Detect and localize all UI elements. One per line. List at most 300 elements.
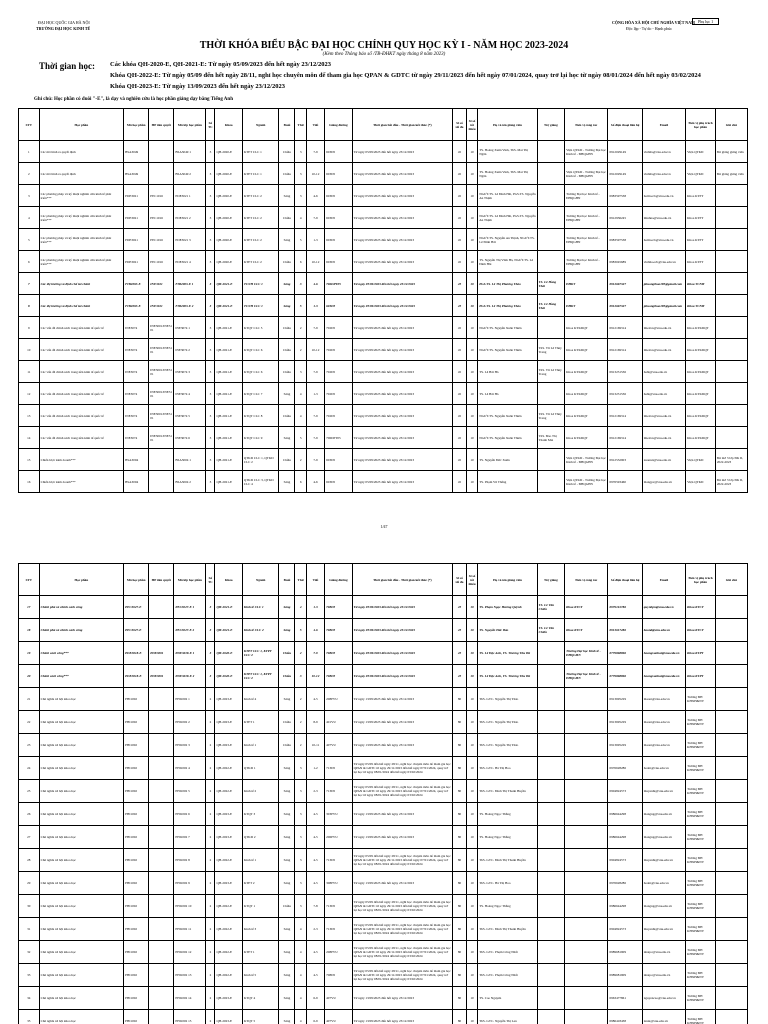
table-cell: 702D5 bbox=[325, 339, 352, 361]
table-cell: QTKD CLC 1, QTKD CLC 2 bbox=[242, 449, 279, 471]
table-row bbox=[19, 757, 748, 780]
table-cell: Kinh tế 2 bbox=[242, 780, 279, 803]
table-row bbox=[19, 849, 748, 872]
table-cell: Chiều bbox=[279, 207, 295, 229]
table-cell: ThS. Vũ Lê Thùy Trang bbox=[537, 339, 564, 361]
table-cell: 4-5 bbox=[306, 872, 324, 895]
table-cell: 80 bbox=[453, 872, 467, 895]
table-row bbox=[19, 964, 748, 987]
table-cell bbox=[149, 780, 174, 803]
table-cell: QH-2022-E bbox=[215, 780, 242, 803]
table-cell: Đủ mở 3 lớp ĐK II, 2022-2023 bbox=[715, 449, 747, 471]
table-cell: thienvx@vnu.edu.vn bbox=[642, 317, 685, 339]
table-cell bbox=[537, 688, 564, 711]
table-cell: QH-2022-E bbox=[215, 964, 242, 987]
table-cell: 10 bbox=[466, 734, 477, 757]
table-cell: Viện QTKD bbox=[686, 449, 716, 471]
table-cell: Chiều bbox=[279, 642, 295, 665]
table-cell: Chủ nghĩa xã hội khoa học bbox=[39, 1010, 124, 1024]
org-name-line1: ĐẠI HỌC QUỐC GIA HÀ NỘI bbox=[38, 20, 90, 25]
column-header: HP tiên quyết bbox=[149, 564, 174, 596]
table-cell: Kinh tế 5 bbox=[242, 964, 279, 987]
table-cell: Từ ngày 05/09/2023 đến hết ngày 23/12/2023 bbox=[352, 383, 453, 405]
table-cell: PHI1002 12 bbox=[174, 941, 206, 964]
table-cell: 3 bbox=[206, 619, 215, 642]
table-row bbox=[19, 596, 748, 619]
table-cell: PEC3027-E 1 bbox=[174, 596, 206, 619]
table-cell: 24 bbox=[19, 757, 40, 780]
column-header: STT bbox=[19, 109, 40, 141]
table-cell: PHI1002 bbox=[124, 757, 149, 780]
table-cell: 0912667327 bbox=[608, 273, 642, 295]
table-cell bbox=[565, 803, 608, 826]
table-cell: INE3074 4 bbox=[174, 383, 206, 405]
table-cell: 16 bbox=[19, 471, 40, 493]
column-header: Giảng đường bbox=[325, 109, 352, 141]
table-cell: 10 bbox=[466, 141, 477, 163]
table-cell: 713D5 bbox=[325, 895, 352, 918]
table-cell: 603D5 bbox=[325, 207, 352, 229]
page-title: THỜI KHÓA BIỂU BẬC ĐẠI HỌC CHÍNH QUY HỌC KỲ I - NĂM HỌC 2023-2024 bbox=[199, 40, 569, 51]
table-cell: 80 bbox=[453, 941, 467, 964]
table-cell: 0912029149 bbox=[608, 141, 642, 163]
column-header: Họ và tên giảng viên bbox=[478, 109, 537, 141]
table-cell: TCNH CLC 1 bbox=[242, 273, 279, 295]
table-cell: 3 bbox=[295, 361, 306, 383]
table-cell: Chiều bbox=[279, 711, 295, 734]
table-cell: Chủ nghĩa xã hội khoa học bbox=[39, 780, 124, 803]
table-cell: thangpv@vnu.edu.vn bbox=[642, 471, 685, 493]
table-cell: INE3074 bbox=[124, 427, 149, 449]
table-cell bbox=[537, 642, 564, 665]
table-cell bbox=[149, 941, 174, 964]
column-header: Tiết bbox=[306, 109, 324, 141]
table-cell: 3 bbox=[206, 229, 215, 251]
column-header: Mã lớp học phần bbox=[174, 564, 206, 596]
table-cell: 407VU bbox=[325, 987, 352, 1010]
table-cell bbox=[715, 1010, 747, 1024]
column-header: Sĩ số tối thiểu bbox=[466, 564, 477, 596]
table-cell: 4 bbox=[295, 1010, 306, 1024]
table-row bbox=[19, 317, 748, 339]
table-cell: 0913695229 bbox=[608, 734, 642, 757]
table-cell bbox=[715, 757, 747, 780]
table-cell: QH-2020-E bbox=[215, 207, 242, 229]
table-cell: Chủ nghĩa xã hội khoa học bbox=[39, 964, 124, 987]
table-cell: TS. Phạm Vũ Thắng bbox=[478, 471, 537, 493]
table-cell: QH-2022-E bbox=[215, 941, 242, 964]
table-cell bbox=[537, 941, 564, 964]
table-cell bbox=[537, 849, 564, 872]
table-row bbox=[19, 665, 748, 688]
table-cell: 2 bbox=[206, 757, 215, 780]
table-cell: hahl@vnu.edu.vn bbox=[642, 361, 685, 383]
table-cell: Chính phủ và chính sách công bbox=[39, 596, 124, 619]
table-cell bbox=[537, 449, 564, 471]
table-cell: 4 bbox=[295, 941, 306, 964]
table-cell: ThS. GVC. Hà Thị Hoa bbox=[478, 872, 537, 895]
table-cell: 4-5 bbox=[306, 688, 324, 711]
table-cell: 3 bbox=[206, 251, 215, 273]
table-cell: thuyenht@vnu.edu.vn bbox=[642, 918, 685, 941]
table-cell: ThS. GVC. Đinh Thị Thanh Huyền bbox=[478, 780, 537, 803]
table-cell: 4-5 bbox=[306, 941, 324, 964]
table-cell: PHI1002 bbox=[124, 1010, 149, 1024]
table-cell: Trường Đại học Kinh tế - ĐHQGHN bbox=[565, 642, 608, 665]
table-cell: thaont@vnu.edu.vn bbox=[642, 688, 685, 711]
table-cell bbox=[565, 987, 608, 1010]
table-cell: PHI1002 bbox=[124, 895, 149, 918]
page-separator bbox=[0, 533, 768, 561]
table-cell: Viện QTKD - Trường Đại học Kinh tế - ĐHQGHN bbox=[565, 163, 608, 185]
column-header: HP tiên quyết bbox=[149, 109, 174, 141]
table-cell: 10-12 bbox=[306, 339, 324, 361]
table-cell: Viện QTKD bbox=[686, 141, 716, 163]
table-cell: PHI1002 bbox=[124, 803, 149, 826]
table-cell: 10 bbox=[466, 757, 477, 780]
table-cell: 80 bbox=[453, 918, 467, 941]
column-header: Email bbox=[642, 109, 685, 141]
table-cell bbox=[537, 251, 564, 273]
table-cell: vinhhx@vnu.edu.vn bbox=[642, 141, 685, 163]
table-cell: Sáng bbox=[279, 427, 295, 449]
table-cell: Từ ngày 05/09/2023 đến hết ngày 23/12/2023 bbox=[352, 317, 453, 339]
column-header: Mã lớp học phần bbox=[174, 109, 206, 141]
table-cell: TS. Hoàng Ngọc Thắng bbox=[478, 826, 537, 849]
table-cell bbox=[715, 780, 747, 803]
table-cell: vinhhx@vnu.edu.vn bbox=[642, 163, 685, 185]
table-row bbox=[19, 141, 748, 163]
table-row bbox=[19, 872, 748, 895]
table-cell: TS. Nguyễn Đức Xuân bbox=[478, 449, 537, 471]
table-cell: Khoa KTKDQT bbox=[686, 361, 716, 383]
table-cell: 0976628286 bbox=[608, 757, 642, 780]
column-header: Giảng đường bbox=[325, 564, 352, 596]
table-cell: 8-9 bbox=[306, 711, 324, 734]
table-cell: 35 bbox=[19, 1010, 40, 1024]
table-cell: 2 bbox=[295, 642, 306, 665]
table-cell: vinhha.ecb@vnu.edu.vn bbox=[642, 251, 685, 273]
nation-motto-line1: CỘNG HÒA XÃ HỘI CHỦ NGHĨA VIỆT NAM bbox=[612, 20, 695, 25]
table-cell: 45 bbox=[453, 665, 467, 688]
table-cell: 303PVU bbox=[325, 803, 352, 826]
table-cell: Từ ngày 05/09/2023 đến hết ngày 23/12/2023 bbox=[352, 163, 453, 185]
table-cell: Viện QTKD - Trường Đại học Kinh tế - ĐHQGHN bbox=[565, 141, 608, 163]
table-cell: 3 bbox=[295, 826, 306, 849]
table-cell: 0986644298 bbox=[608, 895, 642, 918]
table-cell: Từ ngày 05/09/2023 đến hết ngày 23/12/2023 bbox=[352, 251, 453, 273]
table-cell: BSA3049 bbox=[124, 163, 149, 185]
table-cell: NGƯT.TS. Nguyễn Xuân Thiên bbox=[478, 405, 537, 427]
table-cell: 4 bbox=[295, 987, 306, 1010]
column-header: Thứ bbox=[295, 564, 306, 596]
table-cell: 80 bbox=[453, 964, 467, 987]
table-cell: 3 bbox=[206, 163, 215, 185]
table-cell: QH-2021-E bbox=[215, 295, 242, 317]
column-header: Trợ giảng bbox=[537, 564, 564, 596]
table-cell: Khoa KTCT bbox=[686, 596, 716, 619]
table-cell: 3 bbox=[295, 141, 306, 163]
table-cell: Từ ngày 13/09/2023 đến hết ngày 23/12/2023 bbox=[352, 872, 453, 895]
table-cell: INE3074 bbox=[124, 361, 149, 383]
table-cell: 0779868896 bbox=[608, 665, 642, 688]
column-header: STT bbox=[19, 564, 40, 596]
table-cell: ThS. GVC. Hà Thị Hoa bbox=[478, 757, 537, 780]
table-cell bbox=[537, 317, 564, 339]
table-cell: ThS. Vũ Lê Thùy Trang bbox=[537, 361, 564, 383]
column-header: Trợ giảng bbox=[537, 109, 564, 141]
table-cell: 10 bbox=[466, 251, 477, 273]
table-cell: Viện QTKD - Trường Đại học Kinh tế - ĐHQGHN bbox=[565, 471, 608, 493]
table-cell: QTKD CLC 3, QTKD CLC 4 bbox=[242, 471, 279, 493]
table-cell: 45 bbox=[453, 229, 467, 251]
table-row bbox=[19, 895, 748, 918]
table-cell: PEC3027-E 2 bbox=[174, 619, 206, 642]
table-cell: PHI1002 14 bbox=[174, 987, 206, 1010]
table-cell: Sáng bbox=[279, 273, 295, 295]
table-cell: 2-3 bbox=[306, 780, 324, 803]
table-cell: ĐHKT bbox=[565, 295, 608, 317]
table-cell: Các mô hình ra quyết định bbox=[39, 163, 124, 185]
table-cell: PHI1002 bbox=[124, 780, 149, 803]
table-cell: 10-11 bbox=[306, 734, 324, 757]
table-cell: Các mô hình ra quyết định bbox=[39, 141, 124, 163]
table-cell bbox=[149, 619, 174, 642]
table-cell: 713D5 bbox=[325, 849, 352, 872]
table-cell: Các vấn đề chính sách trong nền kinh tế quốc tế bbox=[39, 317, 124, 339]
table-cell: Trường ĐH KHXH&NV bbox=[686, 895, 716, 918]
table-cell: Sáng bbox=[279, 780, 295, 803]
table-cell: Trường ĐH KHXH&NV bbox=[686, 734, 716, 757]
table-cell bbox=[537, 780, 564, 803]
table-cell: 3 bbox=[206, 185, 215, 207]
table-cell: QH-2021-E bbox=[215, 317, 242, 339]
table-cell: 45 bbox=[453, 185, 467, 207]
column-header: Tiết bbox=[306, 564, 324, 596]
table-cell: 0904824573 bbox=[608, 918, 642, 941]
table-cell: Sáng bbox=[279, 1010, 295, 1024]
table-cell: KTPT CLC 1 bbox=[242, 163, 279, 185]
table-cell: 2 bbox=[295, 711, 306, 734]
table-cell bbox=[149, 872, 174, 895]
table-cell: thangng@vnu.edu.vn bbox=[642, 895, 685, 918]
table-cell: 0779868896 bbox=[608, 642, 642, 665]
column-header: Sĩ số tối thiểu bbox=[466, 109, 477, 141]
table-cell: 0986644298 bbox=[608, 803, 642, 826]
table-cell: Khoa KTPT bbox=[686, 642, 716, 665]
table-cell: 3 bbox=[206, 207, 215, 229]
column-header: Khóa bbox=[215, 109, 242, 141]
table-cell: Từ ngày 05/09/2023 đến hết ngày 23/12/2023 bbox=[352, 449, 453, 471]
table-cell: PHI1002 2 bbox=[174, 711, 206, 734]
table-cell: 708D5 bbox=[325, 619, 352, 642]
table-cell: KTQT 1 bbox=[242, 895, 279, 918]
table-cell: 0979161786 bbox=[608, 596, 642, 619]
table-cell: 0963477861 bbox=[608, 987, 642, 1010]
table-cell: 80 bbox=[453, 826, 467, 849]
table-cell: BSA3049 bbox=[124, 141, 149, 163]
table-cell: Sáng bbox=[279, 987, 295, 1010]
table-cell: 3 bbox=[206, 427, 215, 449]
table-cell: Chiến lược kinh doanh*** bbox=[39, 449, 124, 471]
table-row bbox=[19, 688, 748, 711]
table-cell: TS. Lê Văn Chiến bbox=[537, 619, 564, 642]
table-cell: INE3001/INE3101 bbox=[149, 405, 174, 427]
table-cell: 2 bbox=[206, 964, 215, 987]
table-cell: 3 bbox=[295, 895, 306, 918]
table-cell: TS. Lê Đặc Anh, TS. Trương Thu Hà bbox=[478, 642, 537, 665]
table-cell: 2 bbox=[295, 317, 306, 339]
table-cell: 45 bbox=[453, 163, 467, 185]
table-cell: 7-9 bbox=[306, 361, 324, 383]
table-cell: Từ ngày 05/09 đến hết ngày 28/11, nghỉ học chuyên môn để tham gia học QPAN & GDTC từ ngày 29/11/2023 đến hết ngày 07/01/2024, quay trở lại học từ ngày 08/01/2024 đến hết ngày 03/02/2024 bbox=[352, 757, 453, 780]
table-cell: Trường ĐH KHXH&NV bbox=[686, 826, 716, 849]
table-cell: 10 bbox=[466, 427, 477, 449]
table-cell bbox=[715, 918, 747, 941]
table-cell: PDE3001 bbox=[149, 642, 174, 665]
table-cell: PDE3021 bbox=[124, 229, 149, 251]
table-cell bbox=[537, 964, 564, 987]
table-cell: 4 bbox=[295, 918, 306, 941]
table-cell: Trường ĐH KHXH&NV bbox=[686, 849, 716, 872]
table-cell: Chủ nghĩa xã hội khoa học bbox=[39, 734, 124, 757]
table-cell: 3 bbox=[206, 596, 215, 619]
table-cell: 3 bbox=[206, 665, 215, 688]
table-cell: 45 bbox=[453, 207, 467, 229]
table-cell: 3 bbox=[295, 849, 306, 872]
table-cell: 603D5 bbox=[325, 295, 352, 317]
table-cell: NGƯT.TS. Nguyễn Xuân Thiên bbox=[478, 339, 537, 361]
table-cell: QH-2020-E bbox=[215, 642, 242, 665]
table-cell: Các phương pháp và kỹ thuật nghiên cứu kinh tế phát triển*** bbox=[39, 229, 124, 251]
table-cell: Chủ nghĩa xã hội khoa học bbox=[39, 849, 124, 872]
table-cell: 708D5 bbox=[325, 596, 352, 619]
table-cell: Sáng bbox=[279, 619, 295, 642]
table-cell: 0912169314 bbox=[608, 317, 642, 339]
table-cell: 80 bbox=[453, 1010, 467, 1024]
schedule-period-line: Khóa QH-2023-E: Từ ngày 13/09/2023 đến hết ngày 23/12/2023 bbox=[110, 83, 285, 90]
table-cell: Viện QTKD bbox=[686, 471, 716, 493]
english-course-note: Ghi chú: Học phần có đuôi "-E", là dạy và nghiên cứu là học phần giảng dạy bằng Tiếng Anh bbox=[34, 97, 233, 102]
table-cell: 1-3 bbox=[306, 229, 324, 251]
table-cell: QH-2023-E bbox=[215, 711, 242, 734]
table-cell: 4-5 bbox=[306, 964, 324, 987]
table-cell: PGS.TS. Lê Thị Phương Thảo bbox=[478, 295, 537, 317]
table-row bbox=[19, 251, 748, 273]
table-cell bbox=[715, 964, 747, 987]
table-cell bbox=[537, 987, 564, 1010]
table-cell: 6 bbox=[295, 471, 306, 493]
table-cell: Trường Đại học Kinh tế - ĐHQGHN bbox=[565, 229, 608, 251]
table-cell: Khoa KTCT bbox=[565, 619, 608, 642]
table-cell: Sáng bbox=[279, 229, 295, 251]
timetable-table bbox=[18, 563, 748, 1024]
table-cell: Chính sách công*** bbox=[39, 642, 124, 665]
table-cell: 10 bbox=[466, 339, 477, 361]
table-cell: 10 bbox=[466, 596, 477, 619]
table-cell: 25 bbox=[19, 780, 40, 803]
table-cell: KTPT 1 bbox=[242, 711, 279, 734]
table-cell: Chủ nghĩa xã hội khoa học bbox=[39, 941, 124, 964]
table-cell: Trường ĐH KHXH&NV bbox=[686, 964, 716, 987]
table-cell: Chủ nghĩa xã hội khoa học bbox=[39, 826, 124, 849]
table-cell: Từ ngày 05/09/2023 đến hết ngày 23/12/2023 bbox=[352, 339, 453, 361]
table-cell: 4-6 bbox=[306, 619, 324, 642]
table-cell: Từ ngày 05/09/2023 đến hết ngày 23/12/2023 bbox=[352, 207, 453, 229]
table-cell: 10 bbox=[466, 642, 477, 665]
table-cell: 7-9 bbox=[306, 642, 324, 665]
table-cell bbox=[537, 734, 564, 757]
table-cell: Từ ngày 05/09/2023 đến hết ngày 23/12/2023 bbox=[352, 427, 453, 449]
table-cell bbox=[149, 596, 174, 619]
column-header: Ghi chú bbox=[715, 564, 747, 596]
table-cell: QH-2022-E bbox=[215, 918, 242, 941]
table-cell: 208PVU bbox=[325, 941, 352, 964]
table-cell: Từ ngày 13/09/2023 đến hết ngày 23/12/2023 bbox=[352, 688, 453, 711]
table-cell: 2 bbox=[206, 849, 215, 872]
table-cell: PHI1002 bbox=[124, 849, 149, 872]
column-header: Khóa bbox=[215, 564, 242, 596]
table-cell: 19 bbox=[19, 642, 40, 665]
table-cell: KTPT CLC 1, KTPT CLC 2 bbox=[242, 642, 279, 665]
table-cell: 8 bbox=[19, 295, 40, 317]
table-cell bbox=[565, 688, 608, 711]
table-cell: NGƯT.TS. Nguyễn An Thịnh, NGƯT.TS. Lê Đình Hải bbox=[478, 229, 537, 251]
table-cell: 0913231536 bbox=[608, 383, 642, 405]
table-cell: 45 bbox=[453, 471, 467, 493]
table-cell bbox=[715, 642, 747, 665]
table-cell: Sáng bbox=[279, 295, 295, 317]
table-cell: KTQT 5 bbox=[242, 1010, 279, 1024]
table-cell bbox=[149, 1010, 174, 1024]
table-cell: Trường ĐH KHXH&NV bbox=[686, 987, 716, 1010]
table-cell: 706DPT05 bbox=[325, 427, 352, 449]
table-cell: PHI1002 11 bbox=[174, 918, 206, 941]
column-header: Mã học phần bbox=[124, 564, 149, 596]
table-cell: PHI1002 bbox=[124, 987, 149, 1010]
table-cell: ThS. GVC. Đinh Thị Thanh Huyền bbox=[478, 849, 537, 872]
table-cell: QH-2023-E bbox=[215, 826, 242, 849]
table-cell: Khoa KTPT bbox=[686, 229, 716, 251]
table-cell: 0912169314 bbox=[608, 427, 642, 449]
table-row bbox=[19, 427, 748, 449]
table-cell: TS. Phạm Ngọc Hương Quỳnh bbox=[478, 596, 537, 619]
table-cell: thinhna@vnu.edu.vn bbox=[642, 207, 685, 229]
table-cell: INE3001/INE3101 bbox=[149, 361, 174, 383]
schedule-period-label: Thời gian học: bbox=[39, 61, 95, 71]
table-cell: 10 bbox=[466, 711, 477, 734]
column-header: Thời gian bắt đầu - Thời gian kết thúc (*) bbox=[352, 109, 453, 141]
column-header: Học phần bbox=[39, 109, 124, 141]
table-cell: 3 bbox=[206, 471, 215, 493]
table-cell: 4-5 bbox=[306, 826, 324, 849]
table-cell: Từ ngày 05/09 đến hết ngày 28/11, nghỉ học chuyên môn để tham gia học QPAN & GDTC từ ngày 29/11/2023 đến hết ngày 07/01/2024, quay trở lại học từ ngày 08/01/2024 đến hết ngày 03/02/2024 bbox=[352, 895, 453, 918]
table-cell: QH-2021-E bbox=[215, 619, 242, 642]
table-cell bbox=[149, 688, 174, 711]
table-cell: nhatpc@vnu.edu.vn bbox=[642, 941, 685, 964]
table-cell: ThS. Vũ Lê Thùy Trang bbox=[537, 405, 564, 427]
table-cell: 45 bbox=[453, 383, 467, 405]
table-cell: 34 bbox=[19, 987, 40, 1010]
column-header: Họ và tên giảng viên bbox=[478, 564, 537, 596]
table-cell: TS. Nguyễn Thị Vĩnh Hà, NGƯT.TS. Lê Đình Hải bbox=[478, 251, 537, 273]
table-cell: 3 bbox=[206, 317, 215, 339]
table-cell: PDE3021 bbox=[124, 251, 149, 273]
table-cell: Trường ĐH KHXH&NV bbox=[686, 872, 716, 895]
table-cell: QH-2022-E bbox=[215, 849, 242, 872]
table-cell: 0983597538 bbox=[608, 229, 642, 251]
table-row bbox=[19, 229, 748, 251]
